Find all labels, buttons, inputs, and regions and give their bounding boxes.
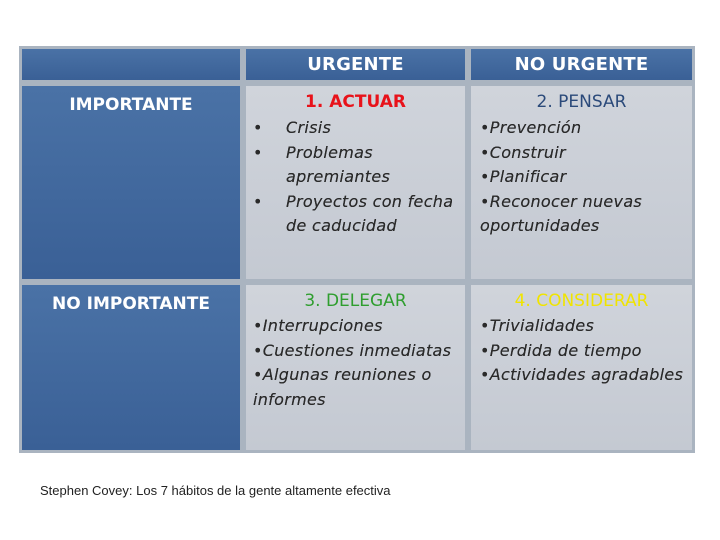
col-header-label: NO URGENTE: [514, 54, 649, 75]
list-item: • Prevención: [480, 116, 692, 141]
quadrant-item-list: [253, 314, 465, 412]
quadrant-title: 1. ACTUAR: [305, 92, 406, 112]
row-header-label: NO IMPORTANTE: [52, 294, 210, 314]
corner-cell: [19, 46, 243, 83]
quadrant-item-list: [253, 116, 463, 239]
quadrant-title: 2. PENSAR: [536, 92, 627, 112]
col-header-no-urgente: [468, 46, 695, 83]
quadrant-pensar: [468, 83, 695, 282]
col-header-label: URGENTE: [307, 54, 404, 75]
quadrant-considerar: [468, 282, 695, 453]
list-item: • Algunas reuniones o informes: [253, 363, 465, 412]
row-header-importante: [19, 83, 243, 282]
row-header-no-importante: [19, 282, 243, 453]
list-item: • Planificar: [480, 165, 692, 190]
quadrant-title: 4. CONSIDERAR: [514, 291, 649, 311]
list-item: • Proyectos con fecha de caducidad: [253, 190, 463, 239]
list-item: • Crisis: [253, 116, 463, 141]
quadrant-item-list: [480, 314, 692, 388]
list-item: • Reconocer nuevas oportunidades: [480, 190, 692, 239]
quadrant-actuar: [243, 83, 468, 282]
list-item: • Perdida de tiempo: [480, 339, 692, 364]
row-header-label: IMPORTANTE: [69, 95, 193, 115]
list-item: • Trivialidades: [480, 314, 692, 339]
quadrant-title: 3. DELEGAR: [304, 291, 407, 311]
list-item: • Construir: [480, 141, 692, 166]
list-item: • Cuestiones inmediatas: [253, 339, 465, 364]
list-item: • Actividades agradables: [480, 363, 692, 388]
col-header-urgente: [243, 46, 468, 83]
source-caption: Stephen Covey: Los 7 hábitos de la gente altamente efectiva: [40, 483, 391, 498]
list-item: • Interrupciones: [253, 314, 465, 339]
quadrant-delegar: [243, 282, 468, 453]
list-item: • Problemas apremiantes: [253, 141, 463, 190]
quadrant-item-list: [480, 116, 692, 239]
